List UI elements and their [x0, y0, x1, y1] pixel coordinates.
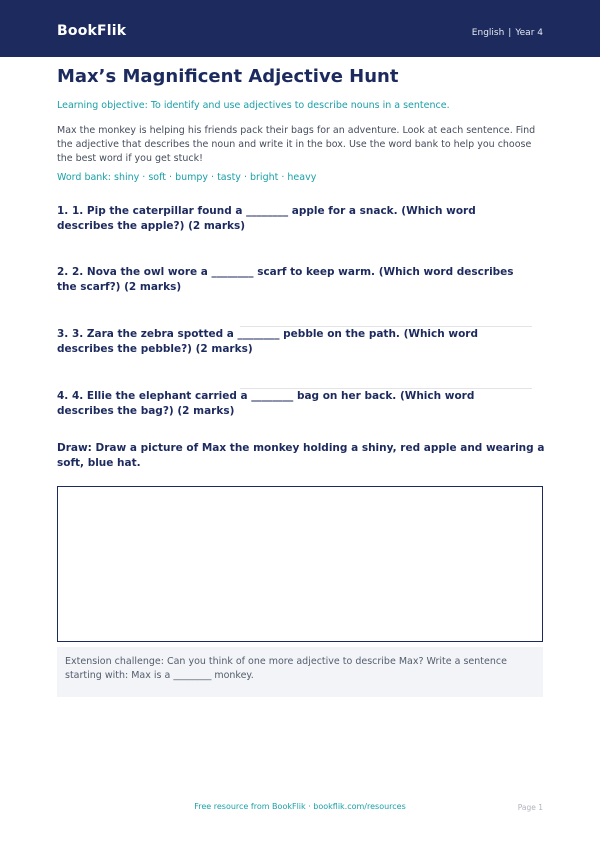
question-3: 3. 3. Zara the zebra spotted a ________ pebble on the path. (Which word describes the pebble?) (2 marks) — [57, 328, 478, 355]
worksheet-title: Max’s Magnificent Adjective Hunt — [57, 66, 399, 87]
word-bank: Word bank: shiny · soft · bumpy · tasty · bright · heavy — [57, 172, 317, 183]
question-2: 2. 2. Nova the owl wore a ________ scarf to keep warm. (Which word describes the scarf?) (2 marks) — [57, 266, 514, 293]
question-4: 4. 4. Ellie the elephant carried a ________ bag on her back. (Which word describes the bag?) (2 marks) — [57, 390, 475, 417]
footer-credit: Free resource from BookFlik · bookflik.com/resources — [194, 802, 406, 811]
subject-year-label — [472, 28, 543, 38]
question-1: 1. 1. Pip the caterpillar found a ________ apple for a snack. (Which word describes the apple?) (2 marks) — [57, 205, 476, 232]
extension-challenge: Extension challenge: Can you think of one more adjective to describe Max? Write a sentence starting with: Max is a ________ monkey. — [57, 647, 543, 697]
intro-paragraph: Max the monkey is helping his friends pack their bags for an adventure. Look at each sentence. Find the adjective that describes the noun and write it in the box. Use the word bank to help you choose the best word if you get stuck! — [57, 125, 536, 164]
year-label: Year 4 — [515, 28, 543, 38]
page-header — [0, 0, 600, 57]
page-number: Page 1 — [517, 803, 543, 812]
learning-objective: Learning objective: To identify and use adjectives to describe nouns in a sentence. — [57, 100, 450, 111]
meta-separator: | — [508, 28, 512, 38]
drawing-area[interactable] — [57, 486, 543, 642]
brand-logo-text: BookFlik — [57, 23, 127, 39]
subject-label: English — [471, 28, 505, 38]
draw-prompt: Draw: Draw a picture of Max the monkey holding a shiny, red apple and wearing a soft, blue hat. — [57, 442, 545, 469]
